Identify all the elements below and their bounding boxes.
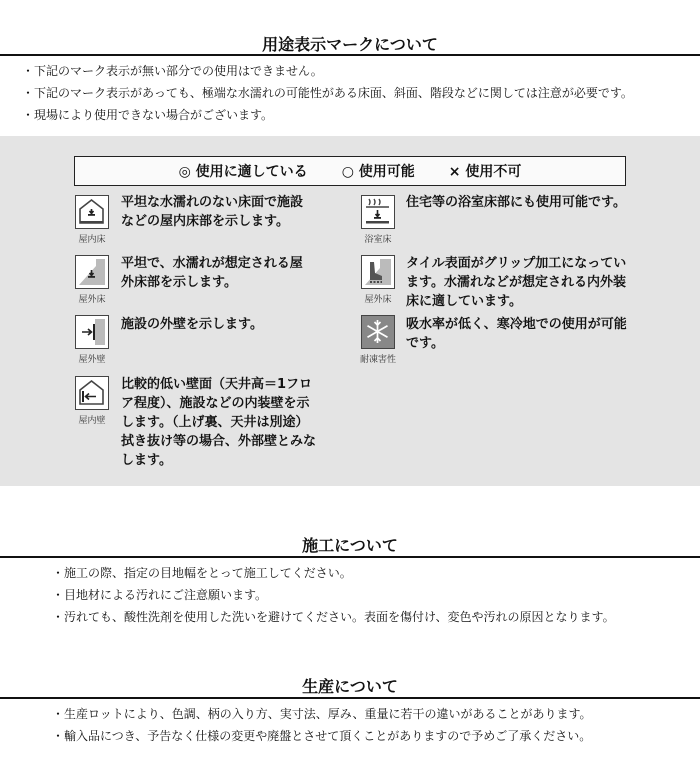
legend-unusable: × 使用不可 — [448, 164, 522, 180]
usage-notes — [22, 60, 633, 126]
legend-suitable: ◎ 使用に適している — [178, 164, 308, 180]
usage-section-divider — [0, 54, 700, 56]
mark-description: タイル表面がグリップ加工になっています。水濡れなどが想定される内外装床に適しています。 — [406, 256, 627, 309]
legend-usable: ○ 使用可能 — [341, 164, 415, 180]
mark-description: 吸水率が低く、寒冷地での使用が可能です。 — [406, 317, 627, 351]
grip-outdoor-floor-icon — [361, 255, 395, 289]
mark-label: 屋外床 — [78, 295, 106, 305]
mark-label: 屋外壁 — [78, 355, 106, 365]
mark-outdoor-wall — [70, 315, 114, 365]
outdoor-floor-icon — [75, 255, 109, 289]
mark-description: 施設の外壁を示します。 — [121, 317, 263, 332]
production-note: ・輸入品につき、予告なく仕様の変更や廃盤とさせて頂くことがありますので予めご了承ください。 — [52, 729, 592, 743]
mark-label: 屋内壁 — [78, 416, 106, 426]
usage-marks-panel — [0, 136, 700, 486]
mark-description: 住宅等の浴室床部にも使用可能です。 — [406, 195, 626, 210]
mark-label: 耐凍害性 — [359, 355, 396, 365]
mark-description: 比較的低い壁面（天井高＝1フロア程度）、施設などの内装壁を示します。（上げ裏、天井は別途）拭き抜け等の場合、外部壁とみなします。 — [121, 377, 317, 468]
mark-bathroom-floor — [356, 195, 400, 245]
usage-note: ・下記のマーク表示が無い部分での使用はできません。 — [22, 64, 323, 78]
indoor-floor-icon — [75, 195, 109, 229]
indoor-wall-icon — [75, 376, 109, 410]
mark-frost-resistant — [356, 315, 400, 365]
usage-section-title: 用途表示マークについて — [262, 35, 438, 54]
snowflake-icon — [361, 315, 395, 349]
mark-description: 平坦で、水濡れが想定される屋外床部を示します。 — [121, 256, 303, 290]
mark-outdoor-floor — [70, 255, 114, 305]
production-notes — [52, 703, 592, 747]
bathroom-floor-icon — [361, 195, 395, 229]
usage-note: ・現場により使用できない場合がございます。 — [22, 108, 274, 122]
mark-description: 平坦な水濡れのない床面で施設などの屋内床部を示します。 — [121, 195, 304, 229]
mark-label: 屋内床 — [78, 235, 106, 245]
usage-note: ・下記のマーク表示があっても、極端な水濡れの可能性がある床面、斜面、階段などに関しては注意が必要です。 — [22, 86, 633, 100]
construction-section-title: 施工について — [302, 536, 398, 555]
mark-grip-outdoor-floor — [356, 255, 400, 305]
construction-note: ・施工の際、指定の目地幅をとって施工してください。 — [52, 566, 352, 580]
mark-label: 浴室床 — [364, 235, 392, 245]
construction-section-divider — [0, 556, 700, 558]
usage-legend — [74, 156, 626, 186]
mark-indoor-wall — [70, 376, 114, 426]
production-section-title: 生産について — [302, 677, 398, 696]
construction-note: ・汚れても、酸性洗剤を使用した洗いを避けてください。表面を傷付け、変色や汚れの原因となります。 — [52, 610, 615, 624]
construction-notes — [52, 562, 615, 628]
construction-note: ・目地材による汚れにご注意願います。 — [52, 588, 268, 602]
production-note: ・生産ロットにより、色調、柄の入り方、実寸法、厚み、重量に若干の違いがあることがあります。 — [52, 707, 592, 721]
production-section-divider — [0, 697, 700, 699]
mark-indoor-floor — [70, 195, 114, 245]
mark-label: 屋外床 — [364, 295, 392, 305]
outdoor-wall-icon — [75, 315, 109, 349]
